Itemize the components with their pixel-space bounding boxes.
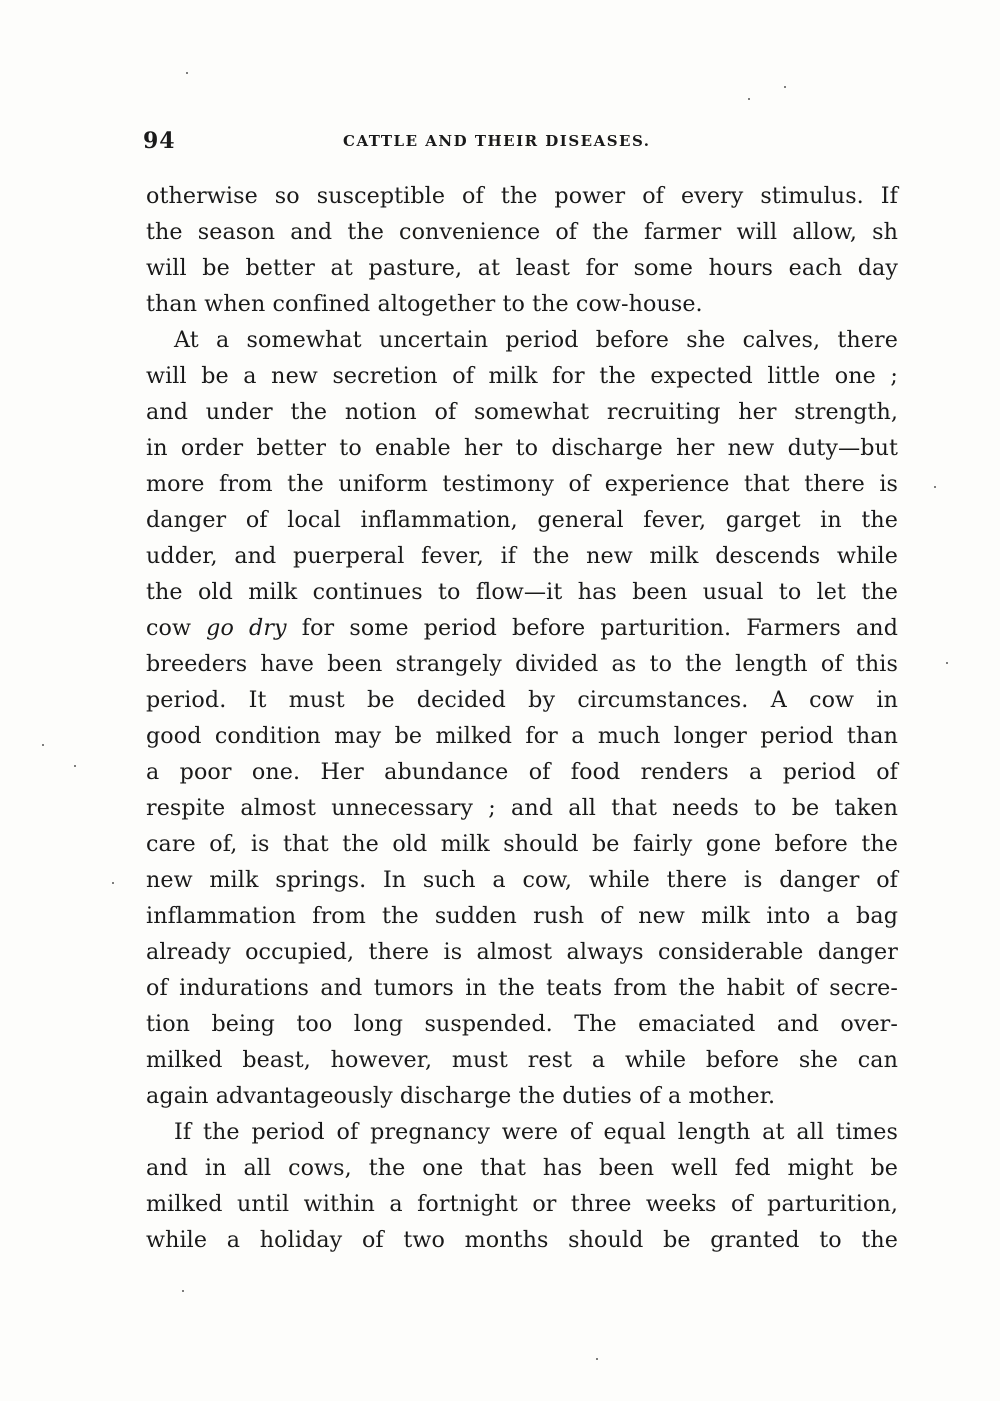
text-line: otherwise so susceptible of the power of every stimulus. If: [146, 183, 898, 209]
italic-phrase: go dry: [206, 615, 287, 641]
scan-speck: [934, 486, 936, 488]
scan-speck: [182, 1290, 184, 1292]
text-line: inflammation from the sudden rush of new milk into a bag: [146, 903, 898, 929]
text-line: If the period of pregnancy were of equal length at all times: [174, 1119, 898, 1145]
text-line: while a holiday of two months should be granted to the: [146, 1227, 898, 1253]
text-line: tion being too long suspended. The emaciated and over-: [146, 1011, 898, 1037]
page-number: 94: [143, 128, 176, 154]
text-line: udder, and puerperal fever, if the new milk descends while: [146, 543, 898, 569]
scan-speck: [748, 98, 750, 100]
text-line-mixed: [146, 610, 898, 646]
text-line: will be better at pasture, at least for some hours each day: [146, 255, 898, 281]
text-line: the season and the convenience of the farmer will allow, sh: [146, 219, 898, 245]
text-line: more from the uniform testimony of experience that there is: [146, 471, 898, 497]
text-line: breeders have been strangely divided as to the length of this: [146, 651, 898, 677]
text-line: danger of local inflammation, general fever, garget in the: [146, 507, 898, 533]
scan-speck: [186, 72, 188, 74]
text-line: of indurations and tumors in the teats from the habit of secre-: [146, 975, 898, 1001]
text-line: good condition may be milked for a much longer period than: [146, 723, 898, 749]
text-line: and under the notion of somewhat recruiting her strength,: [146, 399, 898, 425]
text-line: care of, is that the old milk should be fairly gone before the: [146, 831, 898, 857]
text-line: will be a new secretion of milk for the expected little one ;: [146, 363, 898, 389]
text-line: and in all cows, the one that has been well fed might be: [146, 1155, 898, 1181]
scan-speck: [596, 1358, 598, 1360]
text-line: the old milk continues to flow—it has been usual to let the: [146, 579, 898, 605]
body-text: [146, 178, 898, 1258]
text-line: respite almost unnecessary ; and all that needs to be taken: [146, 795, 898, 821]
scan-speck: [946, 662, 948, 664]
text-line: milked until within a fortnight or three weeks of parturition,: [146, 1191, 898, 1217]
text-line: a poor one. Her abundance of food renders a period of: [146, 759, 898, 785]
scan-speck: [42, 744, 44, 746]
text-line: At a somewhat uncertain period before she calves, there: [174, 327, 898, 353]
scan-speck: [74, 765, 76, 767]
text-line: than when confined altogether to the cow-house.: [146, 291, 703, 317]
text-fragment: for some period before parturition. Farmers and: [301, 615, 898, 641]
text-fragment: cow: [146, 615, 192, 641]
text-line: period. It must be decided by circumstances. A cow in: [146, 687, 898, 713]
page-header: [143, 128, 900, 164]
text-line: already occupied, there is almost always considerable danger: [146, 939, 898, 965]
text-line: again advantageously discharge the duties of a mother.: [146, 1083, 776, 1109]
running-head: CATTLE AND THEIR DISEASES.: [343, 132, 651, 150]
text-line: in order better to enable her to discharge her new duty—but: [146, 435, 898, 461]
scan-speck: [112, 882, 114, 884]
text-line: milked beast, however, must rest a while before she can: [146, 1047, 898, 1073]
scan-speck: [784, 86, 786, 88]
text-line: new milk springs. In such a cow, while there is danger of: [146, 867, 898, 893]
